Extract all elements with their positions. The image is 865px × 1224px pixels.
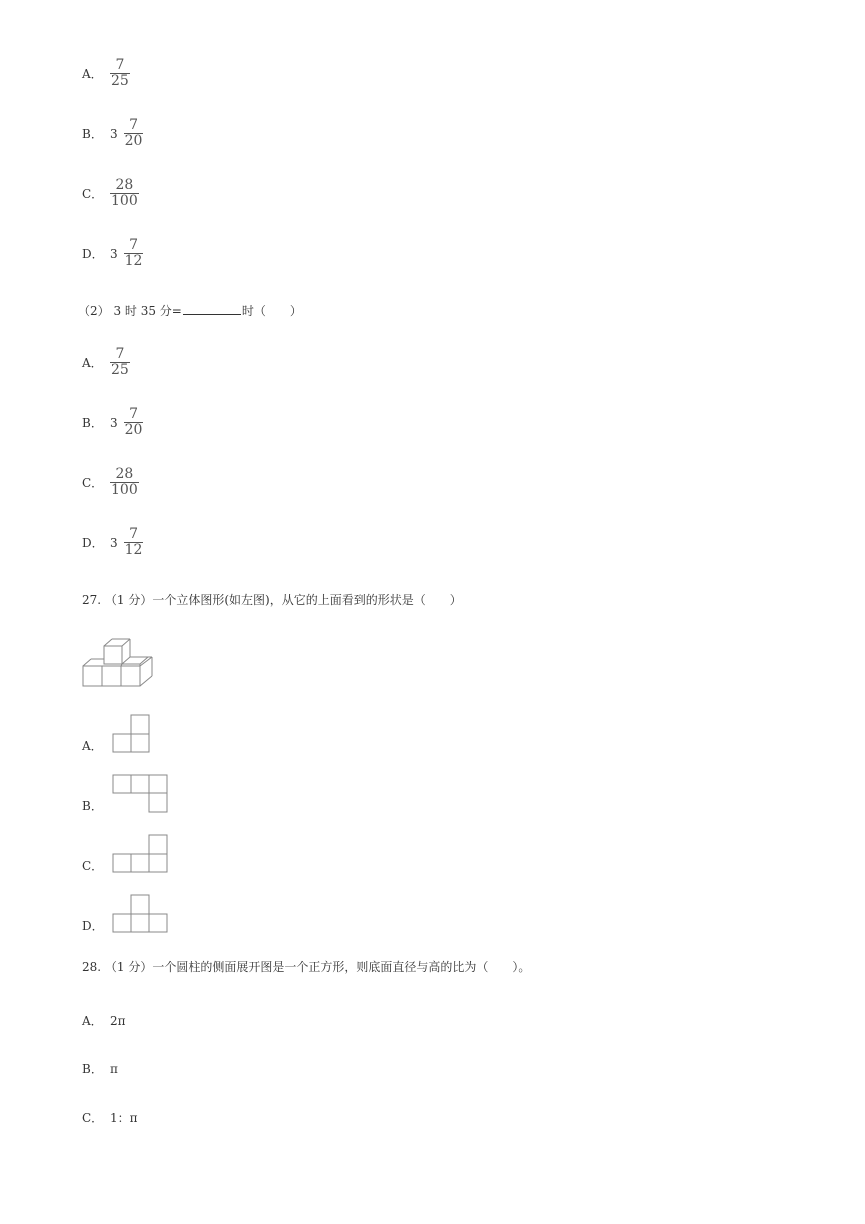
q26-part2-question xyxy=(78,302,302,319)
q26-part2-option-a[interactable] xyxy=(82,347,130,378)
option-letter: A． xyxy=(82,356,103,370)
numerator: 28 xyxy=(115,466,134,482)
question-suffix: 时（ ） xyxy=(241,304,302,318)
option-letter: D． xyxy=(82,919,104,933)
denominator: 25 xyxy=(111,73,129,89)
option-letter: A． xyxy=(82,1014,103,1028)
denominator: 20 xyxy=(124,422,143,438)
fraction xyxy=(110,347,130,378)
option-value: π xyxy=(110,1061,118,1076)
q27-solid-figure xyxy=(82,638,158,690)
fraction xyxy=(110,467,139,498)
q27-option-b[interactable] xyxy=(82,774,172,814)
fraction xyxy=(124,238,144,269)
q28-option-b[interactable] xyxy=(82,1060,118,1077)
denominator: 20 xyxy=(124,133,143,149)
option-letter: C． xyxy=(82,1111,104,1125)
numerator: 7 xyxy=(115,57,125,73)
denominator: 25 xyxy=(111,362,129,378)
q28-question: 28. （1 分）一个圆柱的侧面展开图是一个正方形，则底面直径与高的比为（ ）。 xyxy=(82,960,531,974)
numerator: 28 xyxy=(115,177,134,193)
q27-option-c[interactable] xyxy=(82,834,172,874)
option-letter: B． xyxy=(82,1062,103,1076)
q26-part1-option-c[interactable] xyxy=(82,178,139,209)
numerator: 7 xyxy=(129,237,139,253)
q26-part1-option-a[interactable] xyxy=(82,58,130,89)
denominator: 12 xyxy=(124,253,143,269)
option-letter: A． xyxy=(82,67,103,81)
option-letter: C． xyxy=(82,476,104,490)
denominator: 100 xyxy=(111,193,138,209)
q26-part2-option-d[interactable] xyxy=(82,527,143,558)
fraction xyxy=(124,118,144,149)
q26-part2-option-c[interactable] xyxy=(82,467,139,498)
q28-option-a[interactable] xyxy=(82,1012,126,1029)
whole-number: 3 xyxy=(110,246,118,261)
denominator: 100 xyxy=(111,482,138,498)
numerator: 7 xyxy=(129,117,139,133)
option-letter: C． xyxy=(82,859,104,873)
q28-option-c[interactable] xyxy=(82,1109,138,1126)
q27-option-a[interactable] xyxy=(82,714,152,754)
numerator: 7 xyxy=(129,526,139,542)
option-letter: A． xyxy=(82,739,103,753)
q27-question: 27. （1 分）一个立体图形(如左图)，从它的上面看到的形状是（ ） xyxy=(82,593,462,607)
fraction xyxy=(110,58,130,89)
whole-number: 3 xyxy=(110,126,118,141)
option-letter: B． xyxy=(82,799,103,813)
option-letter: C． xyxy=(82,187,104,201)
fraction xyxy=(110,178,139,209)
q26-part2-option-b[interactable] xyxy=(82,407,143,438)
fraction xyxy=(124,407,144,438)
option-letter: B． xyxy=(82,416,103,430)
option-letter: D． xyxy=(82,247,104,261)
top-view-shape-b xyxy=(112,774,172,814)
option-letter: D． xyxy=(82,536,104,550)
q26-part1-option-b[interactable] xyxy=(82,118,143,149)
option-value: 1：π xyxy=(110,1111,138,1125)
top-view-shape-d xyxy=(112,894,172,934)
answer-blank[interactable] xyxy=(183,302,241,315)
whole-number: 3 xyxy=(110,535,118,550)
option-letter: B． xyxy=(82,127,103,141)
q26-part1-option-d[interactable] xyxy=(82,238,143,269)
whole-number: 3 xyxy=(110,415,118,430)
question-prefix: （2） 3 时 35 分= xyxy=(78,304,182,318)
numerator: 7 xyxy=(115,346,125,362)
denominator: 12 xyxy=(124,542,143,558)
numerator: 7 xyxy=(129,406,139,422)
q27-option-d[interactable] xyxy=(82,894,172,934)
fraction xyxy=(124,527,144,558)
top-view-shape-a xyxy=(112,714,152,754)
option-value: 2π xyxy=(110,1013,126,1028)
top-view-shape-c xyxy=(112,834,172,874)
